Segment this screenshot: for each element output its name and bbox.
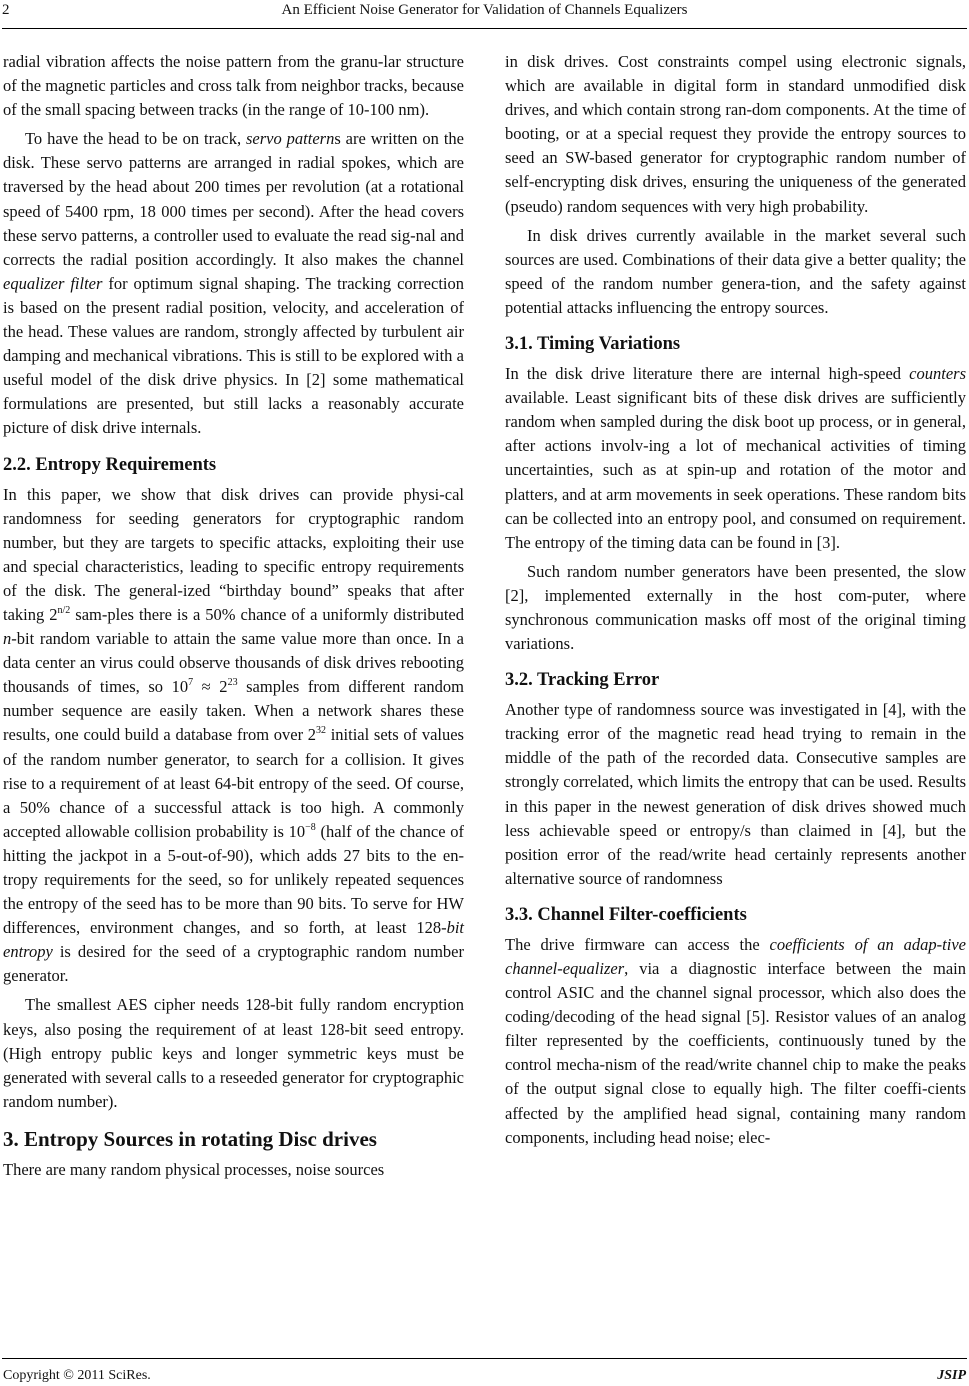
page-number: 2	[2, 2, 10, 18]
section-heading: 3.1. Timing Variations	[505, 334, 681, 355]
footer-rule	[2, 1358, 967, 1359]
paragraph: In disk drives currently available in the market several such sources are used. Combinations of their data give a better quality; the speed of the random number genera-tion, and the safety against potential attacks influencing the entropy sources.	[505, 225, 966, 317]
paragraph: Such random number generators have been presented, the slow [2], implemented externally in the host com-puter, where synchronous communication masks off most of the original timing variations.	[505, 561, 966, 654]
left-column	[3, 50, 464, 1187]
paragraph: Another type of randomness source was investigated in [4], with the tracking error of the magnetic read head trying to remain in the middle of the path of the recorded data. Consecutive samples are strongly correlated, which limits the entropy that can be used. Results in this paper in the newest generation of disk drives showed much less achievable speed or entropy/s than claimed in [4], but the position error of the read/write head certainly represents another alternative source of randomness	[505, 700, 966, 888]
copyright-notice: Copyright © 2011 SciRes.	[3, 1368, 151, 1383]
running-title: An Efficient Noise Generator for Validation of Channels Equalizers	[281, 2, 688, 18]
paragraph: The drive firmware can access the coefficients of an adap-tive channel-equalizer, via a diagnostic interface between the main control ASIC and the channel signal processor, which also does the coding/decoding of the head signal [5]. Resistor values of an analog filter represented by the coefficients, continuously tuned by the control mecha-nism of the read/write channel chip to make the peaks of the output signal close to equally high. The filter coeffi-cients affected by the amplified head signal, containing many random components, including head noise; elec-	[505, 934, 966, 1147]
section-heading: 3. Entropy Sources in rotating Disc drives	[3, 1126, 377, 1151]
paragraph: The smallest AES cipher needs 128-bit fully random encryption keys, also posing the requirement of at least 128-bit seed entropy. (High entropy public keys and longer symmetric keys must be generated with several calls to a reseeded generator for cryptographic random number).	[3, 995, 464, 1111]
section-heading: 2.2. Entropy Requirements	[3, 454, 217, 475]
journal-abbrev: JSIP	[937, 1368, 966, 1383]
paragraph: To have the head to be on track, servo patterns are written on the disk. These servo patterns are arranged in radial spokes, which are traversed by the head about 200 times per revolution (at a rotational speed of 5400 rpm, 18 000 times per second). After the head covers these servo patterns, a controller used to evaluate the read sig-nal and corrects the radial position accordingly. It also makes the channel equalizer filter for optimum signal shaping. The tracking correction is based on the present radial position, velocity, and acceleration of the head. These values are random, strongly affected by turbulent air damping and mechanical vibrations. This is still to be explored with a useful model of the disk drive physics. In [2] some mathematical formulations are presented, but still lacks a reasonably accurate picture of disk drive internals.	[3, 129, 464, 438]
right-column	[505, 50, 966, 1155]
page-header	[0, 0, 969, 34]
header-rule	[2, 28, 967, 29]
paragraph: in disk drives. Cost constraints compel using electronic signals, which are available in digital form in standard unmodified disk drives, and which contain strong ran-dom components. At the time of booting, or at a special request they provide the entropy sources to seed an SW-based generator for cryptographic random number of self-encrypting disk drives, ensuring the uniqueness of the generated (pseudo) random sequences with very high probability.	[505, 52, 966, 216]
paragraph: There are many random physical processes, noise sources	[3, 1159, 385, 1179]
section-heading: 3.2. Tracking Error	[505, 670, 660, 691]
paragraph: In the disk drive literature there are internal high-speed counters available. Least significant bits of these disk drives are sufficiently random when sampled during the disk boot up process, or in general, after actions involv-ing a lot of mechanical activities of timing uncertainties, such as at spin-up and rotation of the motor and platters, and at arm movements in seek operations. These random bits can be collected into an entropy pool, and consumed on requirement. The entropy of the timing data can be found in [3].	[505, 364, 966, 552]
paragraph: In this paper, we show that disk drives can provide physi-cal randomness for seeding generators for cryptographic random number, but they are targets to specific attacks, exploiting their use and special characteristics, leading to specific entropy requirements of the disk. The general-ized “birthday bound” speaks that after taking $2^{n/2}$ sam-ples there is a 50% chance of a uniformly distributed n-bit random variable to attain the same value more than once. In a data center an virus could observe thousands of disk drives rebooting thousands of times, so $10^7 \approx 2^{23}$ samples from different random number sequence are easily taken. When a network shares these results, one could build a database from over $2^{32}$ initial sets of values of the random number generator, to search for a collision. It gives rise to a requirement of at least 64-bit entropy of the seed. Of course, a 50% chance of a successful attack is too high. A commonly accepted allowable collision probability is $10^{-8}$ (half of the chance of hitting the jackpot in a 5-out-of-90), which adds 27 bits to the en-tropy requirements for the seed, so for unlikely repeated sequences the entropy of the seed has to be more than 90 bits. To serve for HW differences, environment changes, and so forth, at least 128-bit entropy is desired for the seed of a cryptographic random number generator.	[3, 484, 464, 986]
paragraph: radial vibration affects the noise pattern from the granu-lar structure of the magnetic particles and cross talk from neighbor tracks, because of the small spacing between tracks (in the range of 10-100 nm).	[3, 52, 464, 120]
page-footer	[0, 1358, 969, 1386]
section-heading: 3.3. Channel Filter-coefficients	[505, 904, 747, 925]
